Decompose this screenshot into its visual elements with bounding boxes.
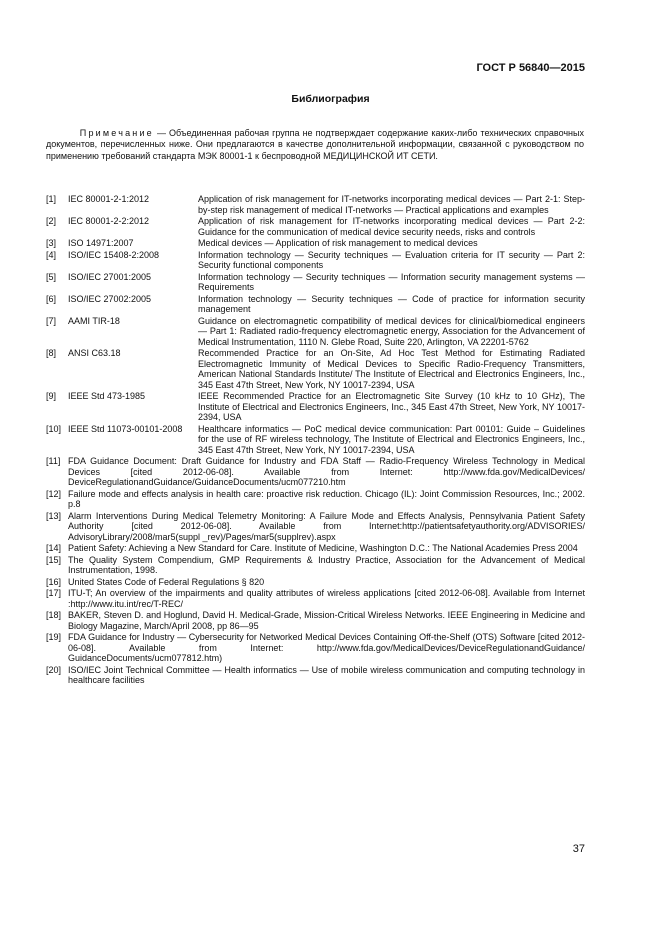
reference-number: [11] (46, 456, 61, 466)
reference-number: [18] (46, 610, 62, 620)
reference-number: [3] (46, 238, 57, 248)
reference-item (46, 588, 585, 609)
reference-item (46, 511, 585, 543)
reference-item (46, 272, 585, 293)
reference-item (46, 543, 585, 554)
reference-item (46, 456, 585, 488)
reference-code: ISO/IEC 27002:2005 (68, 293, 152, 304)
reference-number: [8] (46, 348, 57, 358)
reference-code: IEC 80001-2-2:2012 (68, 216, 150, 226)
reference-item (46, 665, 585, 686)
reference-item (46, 348, 585, 390)
page-number: 37 (572, 843, 585, 855)
reference-item (46, 250, 585, 271)
reference-number: [16] (46, 576, 62, 587)
reference-item (46, 555, 585, 576)
reference-number: [17] (46, 588, 62, 598)
reference-number: [2] (46, 216, 57, 226)
reference-text: ITU-T; An overview of the impairments and quality attributes of wireless applications [cited 2012-06-08]. Available from Internet :http://www.itu.int/rec/T-REC/ (68, 588, 585, 609)
reference-number: [20] (46, 664, 62, 675)
reference-code: ISO/IEC 27001:2005 (68, 271, 152, 282)
reference-text: Medical devices — Application of risk management to medical devices (198, 238, 478, 248)
reference-text: United States Code of Federal Regulations § 820 (68, 576, 265, 587)
reference-number: [10] (46, 423, 62, 434)
reference-number: [14] (46, 543, 62, 553)
reference-text: IEEE Recommended Practice for an Electromagnetic Site Survey (10 kHz to 10 GHz), The Institute of Electrical and Electronics Engineers, Inc., 345 East 47th Street, New York, NY 10017-2394, USA (198, 391, 585, 422)
reference-text: Patient Safety: Achieving a New Standard for Care. Institute of Medicine, Washington D.C.: The National Academies Press 2004 (68, 543, 578, 553)
reference-number: [7] (46, 315, 57, 326)
reference-text: Information technology — Security techniques — Evaluation criteria for IT security — Part 2: Security functional components (198, 249, 585, 270)
note-text: — Объединенная рабочая группа не подтверждает содержание каких-либо технических справочных документов, перечисленных ниже. Они предлагаются в качестве дополнительной информации, связанной с руководством по применению требований стандарта МЭК 80001-1 к беспроводной МЕДИЦИНСКОЙ ИТ СЕТИ. (46, 128, 584, 161)
reference-code: ANSI C63.18 (68, 348, 121, 358)
reference-text: Failure mode and effects analysis in health care: proactive risk reduction. Chicago (IL): Joint Commission Resources, Inc.; 2002. p.8 (68, 488, 585, 509)
note-paragraph (46, 128, 584, 162)
reference-list (46, 194, 585, 687)
reference-number: [13] (46, 510, 62, 521)
reference-number: [19] (46, 632, 62, 642)
reference-item (46, 489, 585, 510)
standard-designation: ГОСТ Р 56840—2015 (476, 62, 585, 74)
reference-item (46, 424, 585, 456)
reference-item (46, 632, 585, 664)
reference-text: Information technology — Security techniques — Code of practice for information security management (198, 293, 585, 314)
reference-text: BAKER, Steven D. and Hoglund, David H. Medical-Grade, Mission-Critical Wireless Networks. IEEE Engineering in Medicine and Biology Magazine, March/April 2008, pp 86—95 (68, 610, 585, 631)
reference-code: ISO 14971:2007 (68, 238, 134, 248)
reference-item (46, 391, 585, 423)
reference-number: [4] (46, 249, 57, 260)
reference-text: FDA Guidance for Industry — Cybersecurity for Networked Medical Devices Containing Off-the-Shelf (OTS) Software [cited 2012-06-08]. Available from Internet: http://www.fda.gov/MedicalDevices/DeviceRegulationandGuidance/ GuidanceDocuments/ucm077812.htm) (68, 632, 585, 663)
note-label: Примечание (79, 128, 154, 138)
reference-text: Recommended Practice for an On-Site, Ad Hoc Test Method for Estimating Radiated Electromagnetic Immunity of Medical Devices to Specific Radio-Frequency Transmitters, American National Standards Institute/ The Institute of Electrical and Electronics Engineers, Inc., 345 East 47th Street, New York, NY 10017-2394, USA (198, 348, 585, 390)
reference-item (46, 577, 585, 588)
reference-code: IEC 80001-2-1:2012 (68, 194, 150, 204)
reference-text: FDA Guidance Document: Draft Guidance for Industry and FDA Staff — Radio-Frequency Wireless Technology in Medical Devices [cited 2012-06-08]. Available from Internet: http://www.fda.gov/MedicalDevices/ DeviceRegulationandGuidance/GuidanceDocuments/ucm077210.htm (68, 456, 585, 487)
reference-text: Application of risk management for IT-networks incorporating medical devices — Part 2-1: Step-by-step risk management of medical IT-networks — Practical applications and examples (198, 194, 585, 215)
reference-item (46, 294, 585, 315)
reference-item (46, 610, 585, 631)
reference-text: The Quality System Compendium, GMP Requirements & Industry Practice, Association for the Advancement of Medical Instrumentation, 1998. (68, 554, 585, 575)
reference-code: ISO/IEC 15408-2:2008 (68, 249, 160, 260)
reference-item (46, 316, 585, 348)
reference-text: Guidance on electromagnetic compatibility of medical devices for clinical/biomedical engineers — Part 1: Radiated radio-frequency electromagnetic energy, Association for the Advancement of Medical Instrumentation, 1110 N. Glebe Road, Suite 220, Arlington, VA 22201-5762 (198, 315, 585, 347)
reference-text: Application of risk management for IT-networks incorporating medical devices — Part 2-2: Guidance for the communication of medical device security needs, risks and controls (198, 216, 585, 237)
reference-item (46, 194, 585, 215)
reference-number: [12] (46, 488, 62, 499)
reference-item (46, 238, 585, 249)
reference-text: Information technology — Security techniques — Information security management systems — Requirements (198, 271, 585, 292)
reference-number: [1] (46, 194, 57, 204)
reference-code: IEEE Std 11073-00101-2008 (68, 423, 183, 434)
reference-text: Healthcare informatics — PoC medical device communication: Part 00101: Guide – Guidelines for the use of RF wireless technology, The Institute of Electrical and Electronics Engineers, Inc., 345 East 47th Street, New York, NY 10017-2394, USA (198, 423, 585, 455)
reference-number: [5] (46, 271, 57, 282)
reference-code: AAMI TIR-18 (68, 315, 120, 326)
reference-text: ISO/IEC Joint Technical Committee — Health informatics — Use of mobile wireless communication and computing technology in healthcare facilities (68, 664, 585, 685)
reference-item (46, 216, 585, 237)
reference-code: IEEE Std 473-1985 (68, 391, 146, 401)
reference-text: Alarm Interventions During Medical Telemetry Monitoring: A Failure Mode and Effects Analysis, Pennsylvania Patient Safety Authority [cited 2012-06-08]. Available from Internet:http://patientsafetyauthority.org/ADVISORIES/ AdvisoryLibrary/2008/mar5(suppl _rev)/Pages/mar5(supplrev).aspx (68, 510, 585, 542)
reference-number: [9] (46, 391, 57, 401)
reference-number: [6] (46, 293, 57, 304)
reference-number: [15] (46, 554, 62, 565)
bibliography-heading: Библиография (291, 93, 370, 105)
